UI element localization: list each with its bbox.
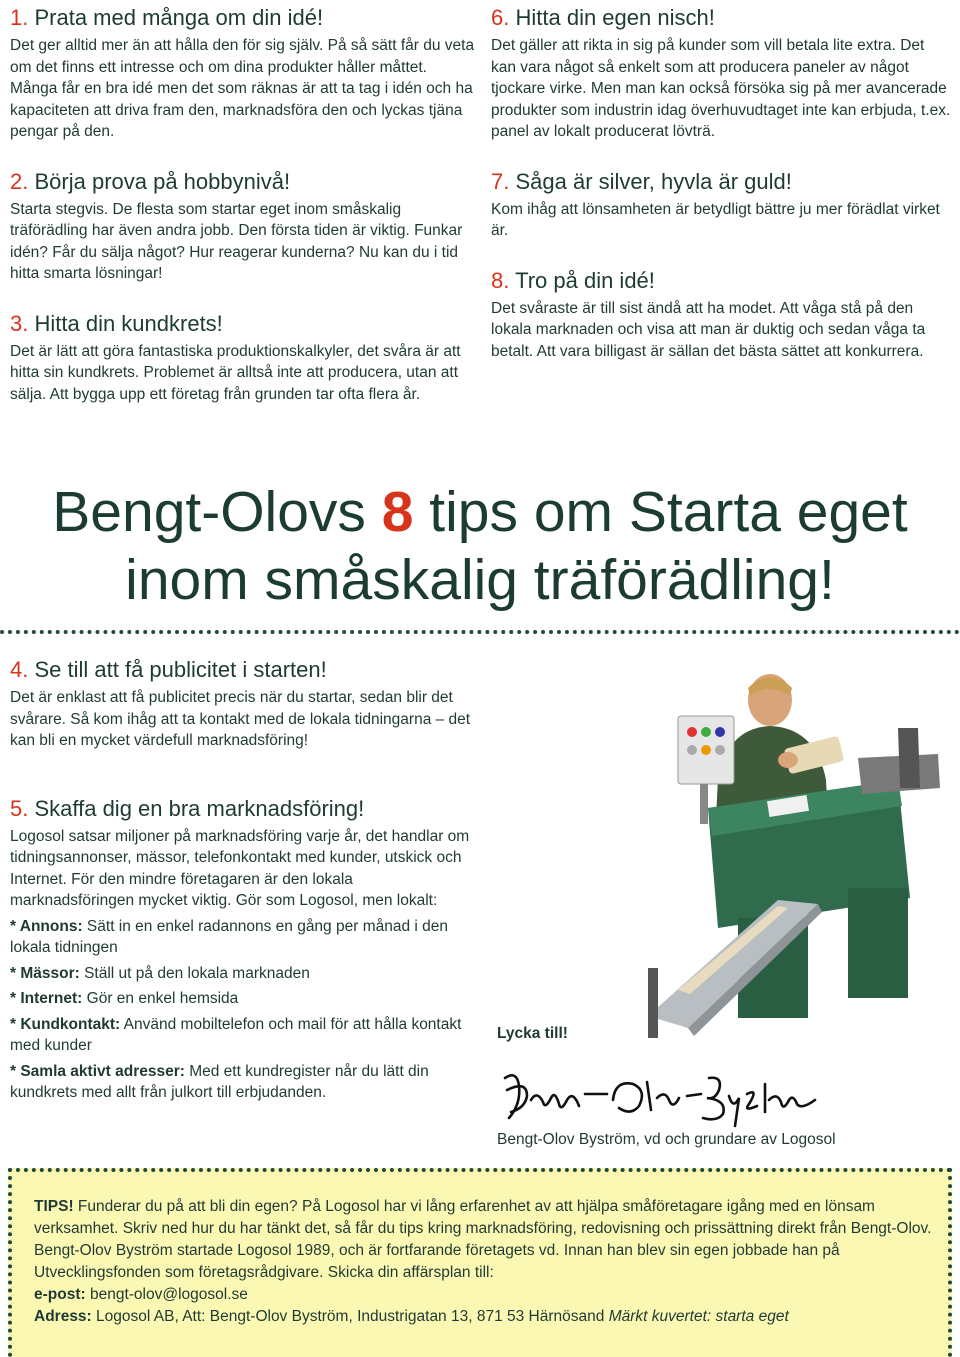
dotted-divider xyxy=(0,630,960,634)
list-item-label: * Mässor: xyxy=(10,964,80,982)
tip-5-heading xyxy=(10,796,475,822)
tip-8-body: Det svåraste är till sist ändå att ha modet. Att våga stå på den lokala marknaden och visa att man är duktig och sedan våga ta betalt. Att vara billigast är sällan det bästa sättet att konkurrera. xyxy=(491,299,926,360)
tip-5-title: Skaffa dig en bra marknadsföring! xyxy=(34,795,365,821)
tip-6-body: Det gäller att rikta in sig på kunder som vill betala lite extra. Det kan vara något så enkelt som att producera paneler av något tjockare virke. Men man kan också försöka sig på mer avancerade produkter som industrin idag överhuvudtaget inte kan erbjuda, t.ex. panel av lokalt producerat lövträ. xyxy=(491,37,951,140)
tip-8 xyxy=(491,268,951,363)
address-label: Adress: xyxy=(34,1308,92,1325)
tip-1-title: Prata med många om din idé! xyxy=(34,5,324,30)
tips-box xyxy=(8,1168,952,1357)
tip-4 xyxy=(10,657,475,752)
tip-5 xyxy=(10,796,475,1104)
tip-7-number: 7. xyxy=(491,168,510,194)
headline-part-1: Bengt-Olovs xyxy=(52,480,382,544)
tip-1-body: Det ger alltid mer än att hålla den för sig själv. På så sätt får du veta om det finns ett intresse och om dina produkter håller måttet. Många får en bra idé men det som räknas är att ta tag i idén och ha kapaciteten att driva fram den, marknadsföra den och lyckas tjäna pengar på den. xyxy=(10,37,475,140)
list-item-text: Med ett kundregister når du lätt din kundkrets med allt från julkort till erbjudanden. xyxy=(10,1062,429,1101)
tip-3 xyxy=(10,311,475,406)
tip-2-heading xyxy=(10,169,475,195)
tip-8-heading xyxy=(491,268,951,294)
tip-3-body: Det är lätt att göra fantastiska produktionskalkyler, det svåra är att hitta sin kundkrets. Problemet är alltså inte att producera, utan att sälja. Att bygga upp ett företag från grunden tar ofta flera år. xyxy=(10,342,461,403)
tip-7-heading xyxy=(491,169,951,195)
tip-8-title: Tro på din idé! xyxy=(515,267,655,293)
tip-8-number: 8. xyxy=(491,267,510,293)
email-address: bengt-olov@logosol.se xyxy=(85,1286,248,1303)
tip-4-number: 4. xyxy=(10,657,29,682)
tip-7-title: Såga är silver, hyvla är guld! xyxy=(515,168,792,194)
tip-3-title: Hitta din kundkrets! xyxy=(34,310,223,336)
tips-label: TIPS! xyxy=(34,1198,74,1215)
list-item-text: Sätt in en enkel radannons en gång per månad i den lokala tidningen xyxy=(10,917,449,956)
tips-text: Funderar du på att bli din egen? På Logosol har vi lång erfarenhet av att hjälpa småföretagare igång med en lönsam verksamhet. Skriv ned hur du har tänkt det, så får du tips kring marknadsföring, redovisning och prissättning direkt från Bengt-Olov. Bengt-Olov Byström startade Logosol 1989, och är fortfarande företagets vd. Innan han blev sin egen jobbade han på Utvecklingsfonden som företagsrådgivare. Skicka din affärsplan till: xyxy=(34,1198,932,1281)
list-item-label: * Kundkontakt: xyxy=(10,1015,121,1033)
list-item-label: * Samla aktivt adresser: xyxy=(10,1062,185,1080)
list-item xyxy=(10,963,475,985)
headline-number: 8 xyxy=(381,480,414,544)
tip-7 xyxy=(491,169,951,242)
tip-3-heading xyxy=(10,311,475,337)
list-item-text: Gör en enkel hemsida xyxy=(82,990,239,1007)
tip-4-body: Det är enklast att få publicitet precis när du startar, sedan blir det svårare. Så kom ihåg att ta kontakt med de lokala tidningarna – det kan bli en mycket värdefull marknadsföring! xyxy=(10,689,471,749)
list-item xyxy=(10,1014,475,1057)
email-label: e-post: xyxy=(34,1286,86,1303)
tip-2-body: Starta stegvis. De flesta som startar eget inom småskalig träförädling har även andra jobb. Den första tiden är viktig. Funkar idén? Får du sälja något? Hur reagerar kunderna? Nu kan du i tid hitta smarta lösningar! xyxy=(10,200,463,282)
tip-5-number: 5. xyxy=(10,795,29,821)
tip-1-heading xyxy=(10,5,475,31)
page-headline xyxy=(40,478,920,614)
tip-2 xyxy=(10,169,475,285)
tip-6 xyxy=(491,5,951,143)
list-item xyxy=(10,1061,475,1104)
right-column xyxy=(491,5,951,388)
headline-line-1 xyxy=(40,478,920,546)
list-item-text: Ställ ut på den lokala marknaden xyxy=(79,964,310,982)
list-item-text: Använd mobiltelefon och mail för att hålla kontakt med kunder xyxy=(10,1015,462,1054)
planer-machine-photo xyxy=(648,668,944,1046)
list-item-label: * Annons: xyxy=(10,917,83,935)
tip-6-number: 6. xyxy=(491,5,510,30)
postal-address: Logosol AB, Att: Bengt-Olov Byström, Industrigatan 13, 871 53 Härnösand xyxy=(91,1308,609,1325)
tips-box-text xyxy=(34,1196,934,1328)
address-note: Märkt kuvertet: starta eget xyxy=(608,1308,789,1325)
list-item xyxy=(10,916,475,959)
tip-6-title: Hitta din egen nisch! xyxy=(515,5,715,30)
signature-image xyxy=(497,1060,822,1130)
tip-4-title: Se till att få publicitet i starten! xyxy=(34,657,327,682)
tip-3-number: 3. xyxy=(10,310,29,336)
tip-4-heading xyxy=(10,657,475,683)
headline-part-2: tips om Starta eget xyxy=(413,480,908,544)
sign-off-greeting: Lycka till! xyxy=(497,1025,568,1042)
tip-5-body: Logosol satsar miljoner på marknadsföring varje år, det handlar om tidningsannonser, mässor, telefonkontakt med kunder, utskick och Internet. För den mindre företagaren är den lokala marknadsföringen mycket viktig. Gör som Logosol, men lokalt: xyxy=(10,827,470,909)
tip-2-title: Börja prova på hobbynivå! xyxy=(34,168,291,194)
tip-2-number: 2. xyxy=(10,168,29,194)
tip-6-heading xyxy=(491,5,951,31)
tip-1-number: 1. xyxy=(10,5,29,30)
left-column xyxy=(10,5,475,431)
tip-1 xyxy=(10,5,475,143)
tip-7-body: Kom ihåg att lönsamheten är betydligt bättre ju mer förädlat virket är. xyxy=(491,200,940,239)
headline-line-2: inom småskalig träförädling! xyxy=(125,548,835,612)
list-item xyxy=(10,988,475,1010)
photo-caption: Bengt-Olov Byström, vd och grundare av Logosol xyxy=(497,1131,836,1148)
lower-left-column xyxy=(10,657,475,1130)
list-item-label: * Internet: xyxy=(10,990,83,1007)
